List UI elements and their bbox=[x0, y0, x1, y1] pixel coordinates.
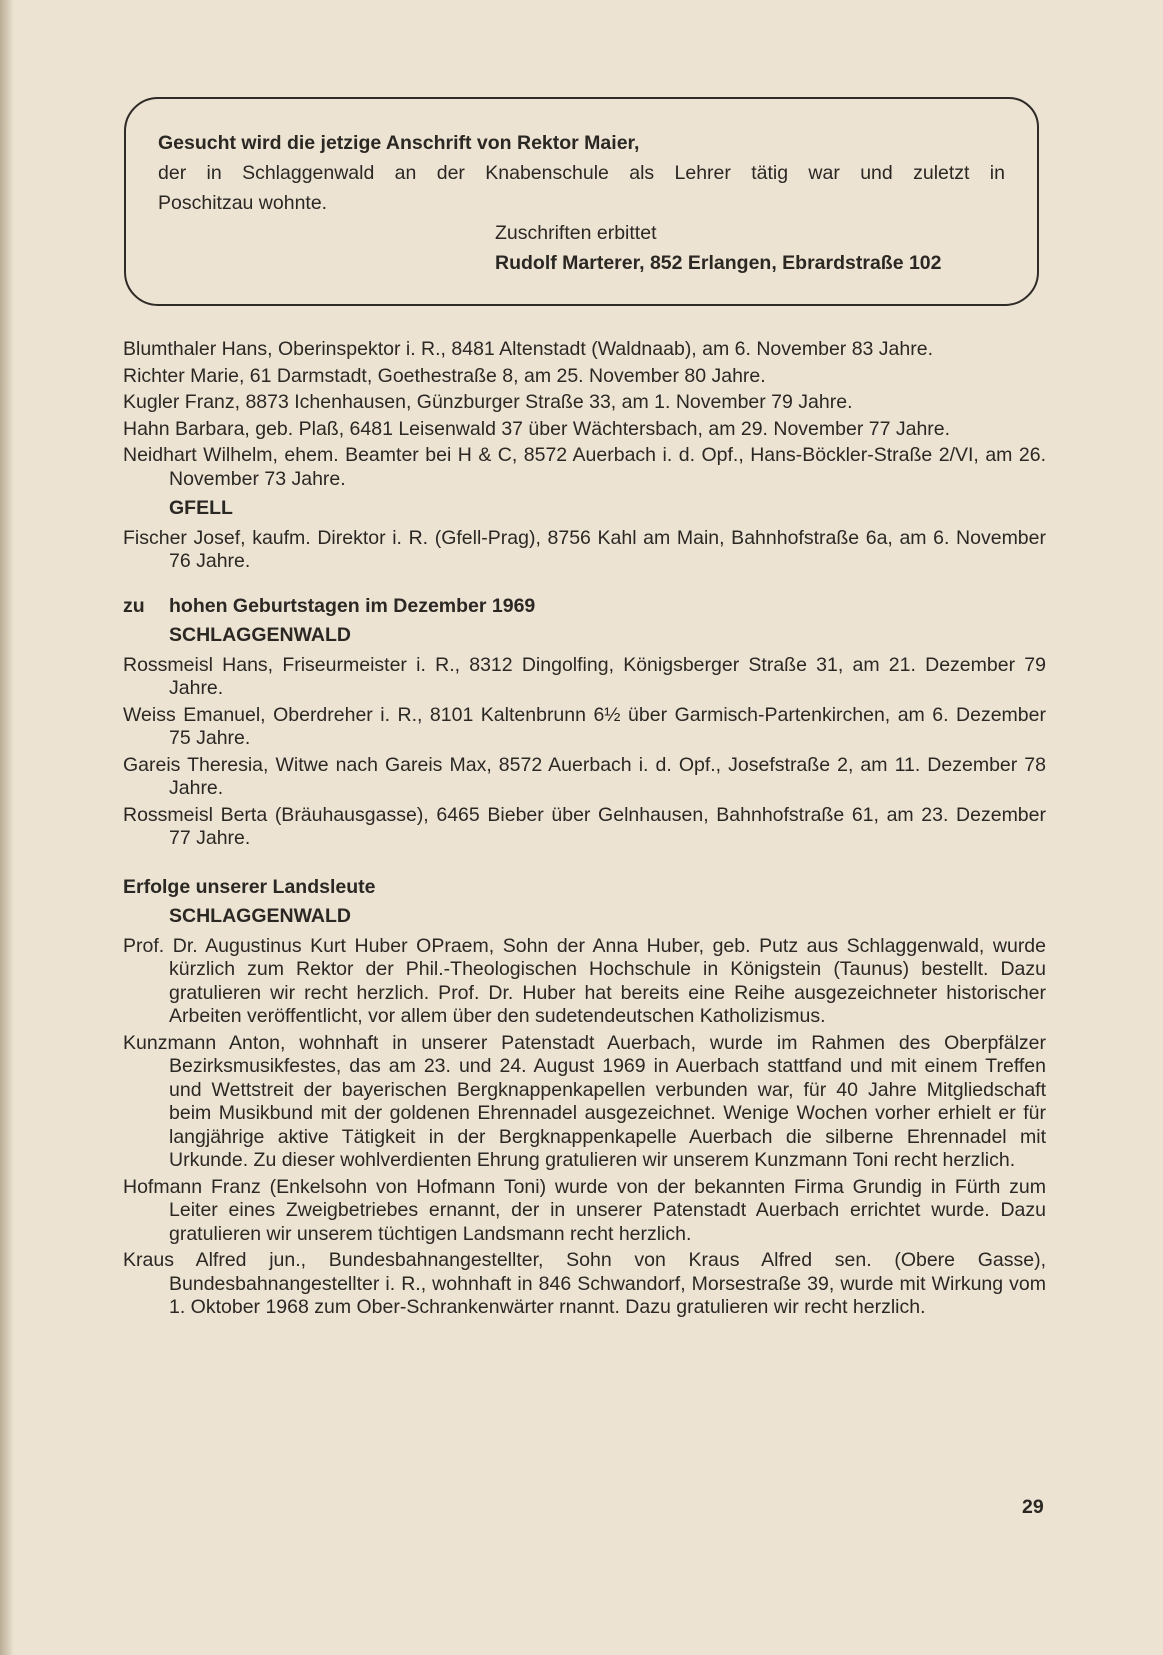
success-entry: Prof. Dr. Augustinus Kurt Huber OPraem, Sohn der Anna Huber, geb. Putz aus Schlaggenwald, wurde kürzlich zum Rektor der Phil.-Theologischen Hochschule in Königstein (Taunus) bestellt. Dazu gratulieren wir recht herzlich. Prof. Dr. Huber hat bereits eine Reihe ausgezeichneter historischer Arbeiten veröffentlicht, vor allem über den sudetendeutschen Katholizismus. bbox=[123, 934, 1046, 1027]
notice-line: der in Schlaggenwald an der Knabenschule als Lehrer tätig war und zuletzt in bbox=[158, 162, 1005, 184]
birthday-entry: Gareis Theresia, Witwe nach Gareis Max, 8572 Auerbach i. d. Opf., Josefstraße 2, am 11. Dezember 78 Jahre. bbox=[123, 753, 1046, 799]
page-number: 29 bbox=[1022, 1496, 1044, 1518]
success-entry: Kraus Alfred jun., Bundesbahnangestellter, Sohn von Kraus Alfred sen. (Obere Gasse), Bundesbahnangestellter i. R., wohnhaft in 846 Schwandorf, Morsestraße 39, wurde mit Wirkung vom 1. Oktober 1968 zum Ober-Schrankenwärter rnannt. Dazu gratulieren wir recht herzlich. bbox=[123, 1249, 1046, 1318]
notice-heading: Gesucht wird die jetzige Anschrift von Rektor Maier, bbox=[158, 132, 640, 154]
notice-contact: Rudolf Marterer, 852 Erlangen, Ebrardstraße 102 bbox=[495, 252, 942, 274]
birthday-entry: Fischer Josef, kaufm. Direktor i. R. (Gfell-Prag), 8756 Kahl am Main, Bahnhofstraße 6a, am 6. November 76 Jahre. bbox=[123, 526, 1046, 572]
section-zu: zu bbox=[123, 594, 145, 617]
birthday-entry: Hahn Barbara, geb. Plaß, 6481 Leisenwald 37 über Wächtersbach, am 29. November 77 Jahre. bbox=[123, 417, 951, 440]
search-notice-box bbox=[124, 97, 1039, 306]
birthday-entry: Neidhart Wilhelm, ehem. Beamter bei H & C, 8572 Auerbach i. d. Opf., Hans-Böckler-Straße 2/VI, am 26. November 73 Jahre. bbox=[123, 444, 1046, 490]
birthday-entry: Weiss Emanuel, Oberdreher i. R., 8101 Kaltenbrunn 6½ über Garmisch-Partenkirchen, am 6. Dezember 75 Jahre. bbox=[123, 703, 1046, 749]
birthday-entry: Richter Marie, 61 Darmstadt, Goethestraße 8, am 25. November 80 Jahre. bbox=[123, 364, 766, 387]
birthday-entry: Blumthaler Hans, Oberinspektor i. R., 8481 Altenstadt (Waldnaab), am 6. November 83 Jahre. bbox=[123, 338, 934, 360]
success-entry: Hofmann Franz (Enkelsohn von Hofmann Toni) wurde von der bekannten Firma Grundig in Fürth zum Leiter eines Zweigbetriebes ernannt, der in unserer Patenstadt Auerbach errichtet wurde. Dazu gratulieren wir unserem tüchtigen Landsmann recht herzlich. bbox=[123, 1175, 1046, 1245]
birthday-entry: Rossmeisl Berta (Bräuhausgasse), 6465 Bieber über Gelnhausen, Bahnhofstraße 61, am 23. Dezember 77 Jahre. bbox=[123, 803, 1046, 849]
notice-line: Poschitzau wohnte. bbox=[158, 192, 328, 214]
birthday-entry: Rossmeisl Hans, Friseurmeister i. R., 8312 Dingolfing, Königsberger Straße 31, am 21. Dezember 79 Jahre. bbox=[123, 653, 1046, 699]
section-heading-erfolge: Erfolge unserer Landsleute bbox=[123, 875, 376, 898]
success-entry: Kunzmann Anton, wohnhaft in unserer Patenstadt Auerbach, wurde im Rahmen des Oberpfälzer Bezirksmusikfestes, das am 23. und 24. August 1969 in Auerbach stattfand und mit einem Treffen und Wettstreit der bayerischen Bergknappenkapellen verbunden war, für 40 Jahre Mitgliedschaft beim Musikbund mit der goldenen Ehrennadel ausgezeichnet. Wenige Wochen vorher erhielt er für langjährige aktive Tätigkeit in der Bergknappenkapelle Auerbach die silberne Ehrennadel mit Urkunde. Zu dieser wohlverdienten Ehrung gratulieren wir unserem Kunzmann Toni recht herzlich. bbox=[123, 1031, 1046, 1171]
section-heading-december bbox=[123, 595, 1046, 619]
place-heading-gfell: GFELL bbox=[169, 497, 233, 519]
page-content bbox=[123, 338, 1046, 1323]
section-title: hohen Geburtstagen im Dezember 1969 bbox=[169, 594, 536, 617]
page-binding-edge bbox=[0, 0, 14, 1655]
birthday-entry: Kugler Franz, 8873 Ichenhausen, Günzburger Straße 33, am 1. November 79 Jahre. bbox=[123, 391, 853, 413]
place-heading-schlaggenwald: SCHLAGGENWALD bbox=[169, 905, 351, 927]
notice-line: Zuschriften erbittet bbox=[495, 222, 657, 244]
place-heading-schlaggenwald: SCHLAGGENWALD bbox=[169, 624, 351, 646]
